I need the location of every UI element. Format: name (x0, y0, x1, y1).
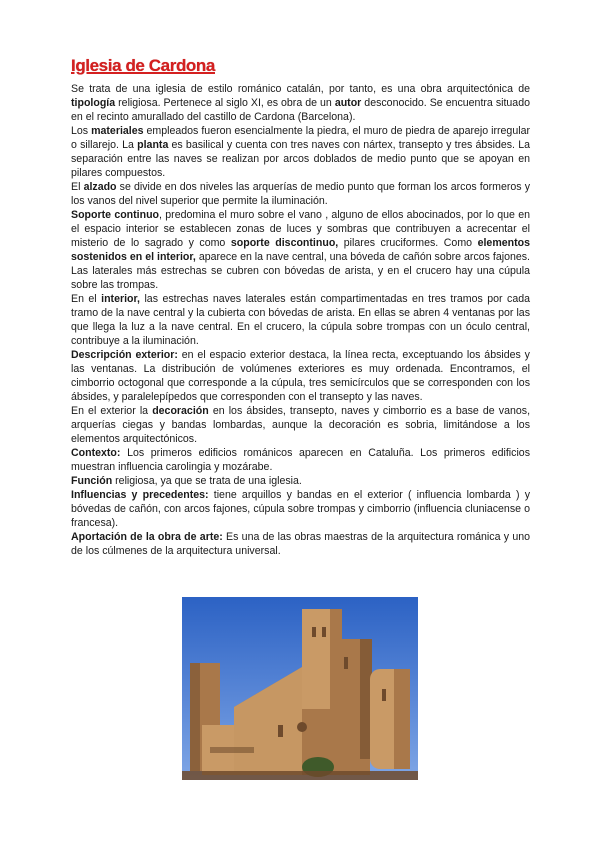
text-run: empleados fueron esencialmente la piedra, el muro de piedra de aparejo irregular o sillarejo. La (71, 125, 530, 151)
bold-term: Aportación de la obra de arte: (71, 531, 223, 543)
bold-term: soporte discontinuo, (230, 237, 339, 249)
bold-term: elementos sostenidos en el interior, (71, 237, 530, 263)
bold-term: materiales (91, 125, 144, 137)
paragraph (71, 292, 530, 348)
bold-term: tipología (71, 97, 116, 109)
paragraph (71, 530, 530, 558)
bold-term: Descripción exterior: (71, 349, 178, 361)
paragraph (71, 82, 530, 124)
text-run: En el exterior la (71, 405, 153, 417)
paragraph (71, 180, 530, 208)
text-run: El (71, 181, 84, 193)
text-run: , predomina el muro sobre el vano , alguno de ellos abocinados, por lo que en el espacio interior se establecen zonas de luces y sombras que contribuyen a acrecentar el misterio de lo sagrado y como (71, 209, 530, 249)
text-run: En el (71, 293, 102, 305)
church-illustration (182, 597, 418, 780)
bold-term: Función (71, 475, 113, 487)
text-run: Se trata de una iglesia de estilo románico catalán, por tanto, es una obra arquitectónica de (71, 83, 530, 95)
text-run: Es una de las obras maestras de la arquitectura románica y uno de los cúlmenes de la arquitectura universal. (71, 531, 530, 557)
bold-term: alzado (83, 181, 117, 193)
text-run: en el espacio exterior destaca, la línea recta, exceptuando los ábsides y las ventanas. La distribución de volúmenes exteriores es muy ordenada. Encontramos, el cimborrio octogonal que corresponde a la cúpula, tres semicírculos que se corresponden con los ábsides, y paralelepípedos que corresponden con el transepto y las naves. (71, 349, 530, 403)
paragraph (71, 488, 530, 530)
text-run: en los ábsides, transepto, naves y cimborrio es a base de vanos, arquerías ciegas y bandas lombardas, aunque la decoración es sobria, limitándose a los elementos arquitectónicos. (71, 405, 531, 445)
bold-term: planta (137, 139, 169, 151)
text-run: Los (71, 125, 92, 137)
bold-term: interior, (101, 293, 140, 305)
text-run: se divide en dos niveles las arquerías de medio punto que forman los arcos formeros y los vanos del nivel superior que permite la iluminación. (71, 181, 530, 207)
bold-term: Soporte continuo (71, 209, 160, 221)
bold-term: Contexto: (71, 447, 121, 459)
paragraph (71, 474, 530, 488)
church-photo (182, 597, 418, 780)
text-run: religiosa, ya que se trata de una iglesia. (112, 475, 302, 487)
paragraph (71, 446, 530, 474)
text-run: religiosa. Pertenece al siglo XI, es obra de un (115, 97, 335, 109)
text-run: las estrechas naves laterales están compartimentadas en tres tramos por cada tramo de la nave central y la cubierta con bóvedas de arista. En ellas se abren 4 ventanas por las que llega la luz a la nave central. En el crucero, la cúpula sobre trompas con un óculo central, contribuye a la iluminación. (71, 293, 530, 347)
page-title: Iglesia de Cardona (71, 56, 215, 75)
bold-term: Influencias y precedentes: (71, 489, 209, 501)
text-run: Los primeros edificios románicos aparecen en Cataluña. Los primeros edificios muestran influencia carolingia y mozárabe. (71, 447, 530, 473)
text-run: tiene arquillos y bandas en el exterior ( influencia lombarda ) y bóvedas de cañón, con arcos fajones, cúpula sobre trompas y cimborrio (influencia cluniacense o francesa). (71, 489, 530, 529)
paragraph (71, 348, 530, 404)
document-page (71, 56, 530, 558)
bold-term: autor (334, 97, 362, 109)
bold-term: decoración (152, 405, 209, 417)
text-run: pilares cruciformes. Como (338, 237, 478, 249)
text-run: es basilical y cuenta con tres naves con nártex, transepto y tres ábsides. La separación entre las naves se realizan por arcos doblados de medio punto que se apoyan en pilares compuestos. (71, 139, 530, 179)
paragraph (71, 124, 530, 180)
paragraph (71, 404, 530, 446)
paragraph (71, 208, 530, 292)
document-body (71, 82, 530, 558)
text-run: aparece en la nave central, una bóveda de cañón sobre arcos fajones. Las laterales más estrechas se cubren con bóvedas de arista, y en el crucero hay una cúpula sobre las trompas. (71, 251, 530, 291)
text-run: desconocido. Se encuentra situado en el recinto amurallado del castillo de Cardona (Barcelona). (71, 97, 530, 123)
